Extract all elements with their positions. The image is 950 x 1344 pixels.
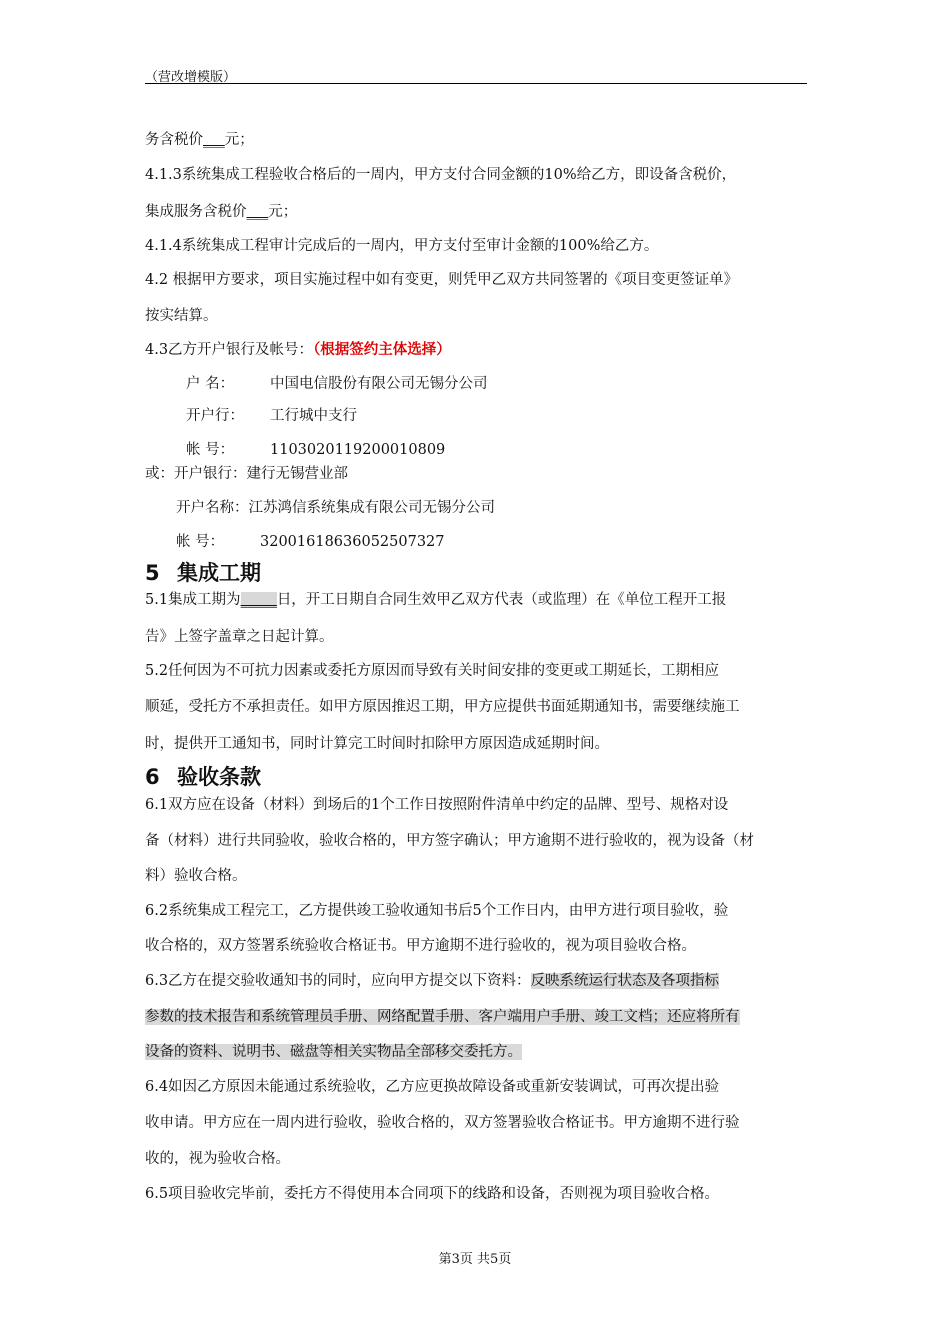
paragraph-line: 时，提供开工通知书，同时计算完工时间时扣除甲方原因造成延期时间。 — [145, 736, 609, 752]
bank2-or-row: 或：开户银行：建行无锡营业部 — [145, 466, 348, 482]
paragraph-line — [145, 338, 451, 359]
paragraph-line: 告》上签字盖章之日起计算。 — [145, 629, 334, 645]
text: 元； — [268, 204, 298, 220]
value: 中国电信股份有限公司无锡分公司 — [270, 376, 488, 392]
bank2-account-row — [176, 530, 445, 551]
highlighted-text: 设备的资料、说明书、磁盘等相关实物品全部移交委托方。 — [145, 1044, 522, 1060]
paragraph-line: 4.1.4系统集成工程审计完成后的一周内，甲方支付至审计金额的100%给乙方。 — [145, 238, 659, 254]
label: 帐 号： — [176, 534, 225, 550]
paragraph-line — [145, 588, 726, 609]
paragraph-line: 收的，视为验收合格。 — [145, 1151, 290, 1167]
highlighted-text: 反映系统运行状态及各项指标 — [530, 973, 720, 989]
paragraph-line — [145, 969, 719, 990]
paragraph-line: 收申请。甲方应在一周内进行验收，验收合格的，双方签署验收合格证书。甲方逾期不进行验 — [145, 1115, 740, 1131]
section-title: 集成工期 — [177, 561, 261, 585]
header-divider — [145, 83, 807, 84]
value: 32001618636052507327 — [260, 534, 445, 550]
text: 日，开工日期自合同生效甲乙双方代表（或监理）在《单位工程开工报 — [276, 592, 727, 608]
paragraph-line: 收合格的，双方签署系统验收合格证书。甲方逾期不进行验收的，视为项目验收合格。 — [145, 938, 696, 954]
label: 户 名： — [186, 376, 235, 392]
paragraph-line: 4.2 根据甲方要求，项目实施过程中如有变更，则凭甲乙双方共同签署的《项目变更签证单》 — [145, 272, 739, 288]
value: 工行城中支行 — [270, 408, 357, 424]
section-number: 5 — [145, 561, 160, 585]
section-title: 验收条款 — [177, 765, 261, 789]
paragraph-line — [145, 128, 254, 149]
amount-blank: ___ — [203, 132, 225, 148]
text: 集成服务含税价 — [145, 204, 247, 220]
highlighted-text: 参数的技术报告和系统管理员手册、网络配置手册、客户端用户手册、竣工文档；还应将所有 — [145, 1009, 740, 1025]
text: 元； — [224, 132, 254, 148]
paragraph-line: 4.1.3系统集成工程验收合格后的一周内，甲方支付合同金额的10%给乙方，即设备含税价， — [145, 167, 737, 183]
text: 6.3乙方在提交验收通知书的同时，应向甲方提交以下资料： — [145, 973, 531, 989]
section-heading — [145, 557, 261, 587]
paragraph-line — [145, 1005, 740, 1026]
page-footer: 第3页 共5页 — [438, 1252, 512, 1267]
days-blank: _____ — [240, 592, 277, 608]
page-header-title: （营改增模版） — [145, 70, 237, 85]
paragraph-line — [145, 1040, 522, 1061]
red-note: （根据签约主体选择） — [313, 341, 451, 358]
paragraph-line: 顺延，受托方不承担责任。如甲方原因推迟工期，甲方应提供书面延期通知书，需要继续施工 — [145, 699, 740, 715]
text: 5.1集成工期为 — [145, 592, 241, 608]
bank1-account-row — [186, 438, 445, 459]
paragraph-line: 5.2任何因为不可抗力因素或委托方原因而导致有关时间安排的变更或工期延长，工期相应 — [145, 663, 720, 679]
value: 1103020119200010809 — [270, 442, 446, 458]
amount-blank: ___ — [246, 204, 269, 220]
paragraph-line: 6.2系统集成工程完工，乙方提供竣工验收通知书后5个工作日内，由甲方进行项目验收，验 — [145, 903, 729, 919]
label: 开户行： — [186, 408, 244, 424]
paragraph-line: 6.5项目验收完毕前，委托方不得使用本合同项下的线路和设备，否则视为项目验收合格。 — [145, 1186, 720, 1202]
bank2-name-row: 开户名称：江苏鸿信系统集成有限公司无锡分公司 — [176, 500, 495, 516]
paragraph-line — [145, 200, 297, 221]
text: 务含税价 — [145, 132, 203, 148]
text: 4.3乙方开户银行及帐号： — [145, 342, 314, 358]
paragraph-line: 6.1双方应在设备（材料）到场后的1个工作日按照附件清单中约定的品牌、型号、规格对设 — [145, 797, 729, 813]
label: 帐 号： — [186, 442, 235, 458]
paragraph-line: 备（材料）进行共同验收，验收合格的，甲方签字确认；甲方逾期不进行验收的，视为设备（材 — [145, 833, 754, 849]
paragraph-line: 6.4如因乙方原因未能通过系统验收，乙方应更换故障设备或重新安装调试，可再次提出验 — [145, 1079, 720, 1095]
section-heading — [145, 761, 261, 791]
section-number: 6 — [145, 765, 160, 789]
bank1-name-row — [186, 372, 488, 393]
paragraph-line: 料）验收合格。 — [145, 868, 247, 884]
paragraph-line: 按实结算。 — [145, 308, 218, 324]
bank1-bank-row — [186, 404, 357, 425]
